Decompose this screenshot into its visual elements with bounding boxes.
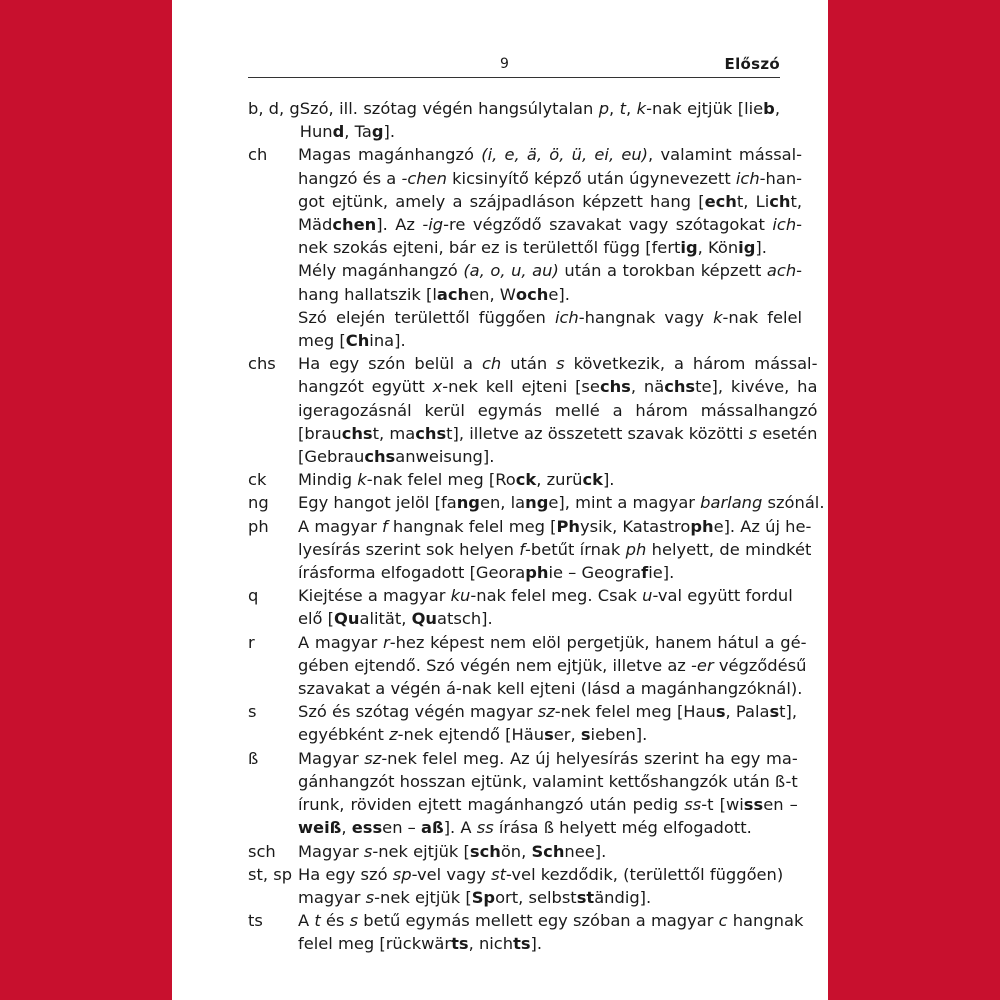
description-line: felel meg [rückwärts, nichts]. bbox=[298, 934, 543, 954]
entry-letter: ch bbox=[248, 145, 268, 165]
entry-letter: ts bbox=[248, 911, 263, 931]
description-line: Kiejtése a magyar ku-nak felel meg. Csak u-val együtt fordul bbox=[298, 586, 793, 606]
page-header bbox=[248, 56, 780, 78]
entry-row bbox=[248, 143, 803, 352]
description-line: meg [China]. bbox=[298, 331, 406, 351]
entry-description bbox=[300, 97, 780, 143]
entry-letter: chs bbox=[248, 354, 276, 374]
description-line: weiß, essen – aß]. A ss írása ß helyett még elfogadott. bbox=[298, 818, 752, 838]
description-line: Mély magánhangzó (a, o, u, au) után a torokban képzett ach- bbox=[298, 261, 803, 281]
entry-letter: s bbox=[248, 702, 257, 722]
description-line: elő [Qualität, Quatsch]. bbox=[298, 609, 493, 629]
entry-description bbox=[298, 352, 817, 468]
description-line: A magyar r-hez képest nem elöl pergetjük, hanem hátul a gé- bbox=[298, 632, 807, 652]
description-line: Ha egy szó sp-vel vagy st-vel kezdődik, (területtől függően) bbox=[298, 864, 784, 884]
entry-letter: ng bbox=[248, 493, 269, 513]
entry-row bbox=[248, 515, 812, 585]
entry-description bbox=[298, 468, 780, 491]
entry-letter: q bbox=[248, 586, 259, 606]
description-line: A magyar f hangnak felel meg [Physik, Katastrophe]. Az új he- bbox=[298, 516, 812, 536]
entry-letter: r bbox=[248, 632, 255, 652]
entry-description bbox=[298, 840, 780, 863]
entry-description bbox=[298, 584, 793, 630]
description-line: Szó elején területtől függően ich-hangnak vagy k-nak felel bbox=[298, 307, 803, 327]
entry-row bbox=[248, 491, 825, 514]
description-line: Ha egy szón belül a ch után s következik, a három mással- bbox=[298, 354, 818, 374]
entry-row bbox=[248, 700, 798, 746]
entry-row bbox=[248, 584, 793, 630]
book-page bbox=[172, 0, 828, 1000]
entry-description bbox=[298, 631, 806, 701]
description-line: írunk, röviden ejtett magánhangzó után pedig ss-t [wissen – bbox=[298, 795, 798, 815]
entry-description bbox=[298, 515, 811, 585]
description-line: [brauchst, machst], illetve az összetett szavak közötti s esetén bbox=[298, 423, 818, 443]
description-line: Mädchen]. Az -ig-re végződő szavakat vagy szótagokat ich- bbox=[298, 215, 803, 235]
description-line: egyébként z-nek ejtendő [Häuser, sieben]. bbox=[298, 725, 648, 745]
description-line: hangzót együtt x-nek kell ejteni [sechs, nächste], kivéve, ha bbox=[298, 377, 818, 397]
description-line: Egy hangot jelöl [fangen, lange], mint a magyar barlang szónál. bbox=[298, 493, 825, 513]
entry-row bbox=[248, 863, 784, 909]
description-line: nek szokás ejteni, bár ez is területtől függ [fertig, König]. bbox=[298, 238, 767, 258]
header-rule bbox=[248, 77, 780, 78]
description-line: [Gebrauchsanweisung]. bbox=[298, 447, 495, 467]
entry-letter: b, d, g bbox=[248, 99, 300, 118]
description-line: magyar s-nek ejtjük [Sport, selbstständig]. bbox=[298, 887, 652, 907]
pronunciation-list bbox=[248, 97, 825, 956]
description-line: got ejtünk, amely a szájpadláson képzett hang [echt, Licht, bbox=[298, 191, 803, 211]
entry-row bbox=[248, 840, 780, 863]
entry-description bbox=[298, 491, 825, 514]
entry-row bbox=[248, 352, 818, 468]
description-line: A t és s betű egymás mellett egy szóban a magyar c hangnak bbox=[298, 911, 804, 931]
entry-letter: ph bbox=[248, 516, 269, 536]
entry-description bbox=[298, 863, 783, 909]
entry-description bbox=[298, 143, 802, 352]
entry-row bbox=[248, 747, 798, 840]
description-line: gánhangzót hosszan ejtünk, valamint kettőshangzók után ß-t bbox=[298, 771, 798, 791]
description-line: hang hallatszik [lachen, Woche]. bbox=[298, 284, 570, 304]
description-line: írásforma elfogadott [Georaphie – Geografie]. bbox=[298, 563, 675, 583]
entry-letter: st, sp bbox=[248, 864, 293, 884]
description-line: gében ejtendő. Szó végén nem ejtjük, illetve az -er végződésű bbox=[298, 655, 807, 675]
description-line: szavakat a végén á-nak kell ejteni (lásd a magánhangzóknál). bbox=[298, 679, 803, 699]
description-line: hangzó és a -chen kicsinyítő képző után úgynevezett ich-han- bbox=[298, 168, 803, 188]
description-line: Magyar sz-nek felel meg. Az új helyesírás szerint ha egy ma- bbox=[298, 748, 798, 768]
entry-letter: ck bbox=[248, 470, 267, 490]
description-line: Mindig k-nak felel meg [Rock, zurück]. bbox=[298, 470, 615, 490]
description-line: Magyar s-nek ejtjük [schön, Schnee]. bbox=[298, 841, 607, 861]
entry-letter: ß bbox=[248, 748, 259, 768]
page-number: 9 bbox=[500, 56, 509, 72]
section-title: Előszó bbox=[724, 55, 780, 73]
entry-row bbox=[248, 468, 780, 491]
entry-letter: sch bbox=[248, 841, 276, 861]
entry-row bbox=[248, 631, 807, 701]
description-line: Magas magánhangzó (i, e, ä, ö, ü, ei, eu), valamint mással- bbox=[298, 145, 803, 165]
entry-description bbox=[298, 909, 803, 955]
entry-description bbox=[298, 700, 797, 746]
description-line: lyesírás szerint sok helyen f-betűt írnak ph helyett, de mindkét bbox=[298, 539, 812, 559]
entry-row bbox=[248, 909, 804, 955]
entry-description bbox=[298, 747, 798, 840]
description-line: igeragozásnál kerül egymás mellé a három mássalhangzó bbox=[298, 400, 818, 420]
entry-row bbox=[248, 97, 780, 143]
description-line: Szó, ill. szótag végén hangsúlytalan p, t, k-nak ejtjük [lieb, bbox=[299, 99, 780, 118]
description-line: Hund, Tag]. bbox=[299, 122, 396, 142]
description-line: Szó és szótag végén magyar sz-nek felel meg [Haus, Palast], bbox=[298, 702, 798, 722]
